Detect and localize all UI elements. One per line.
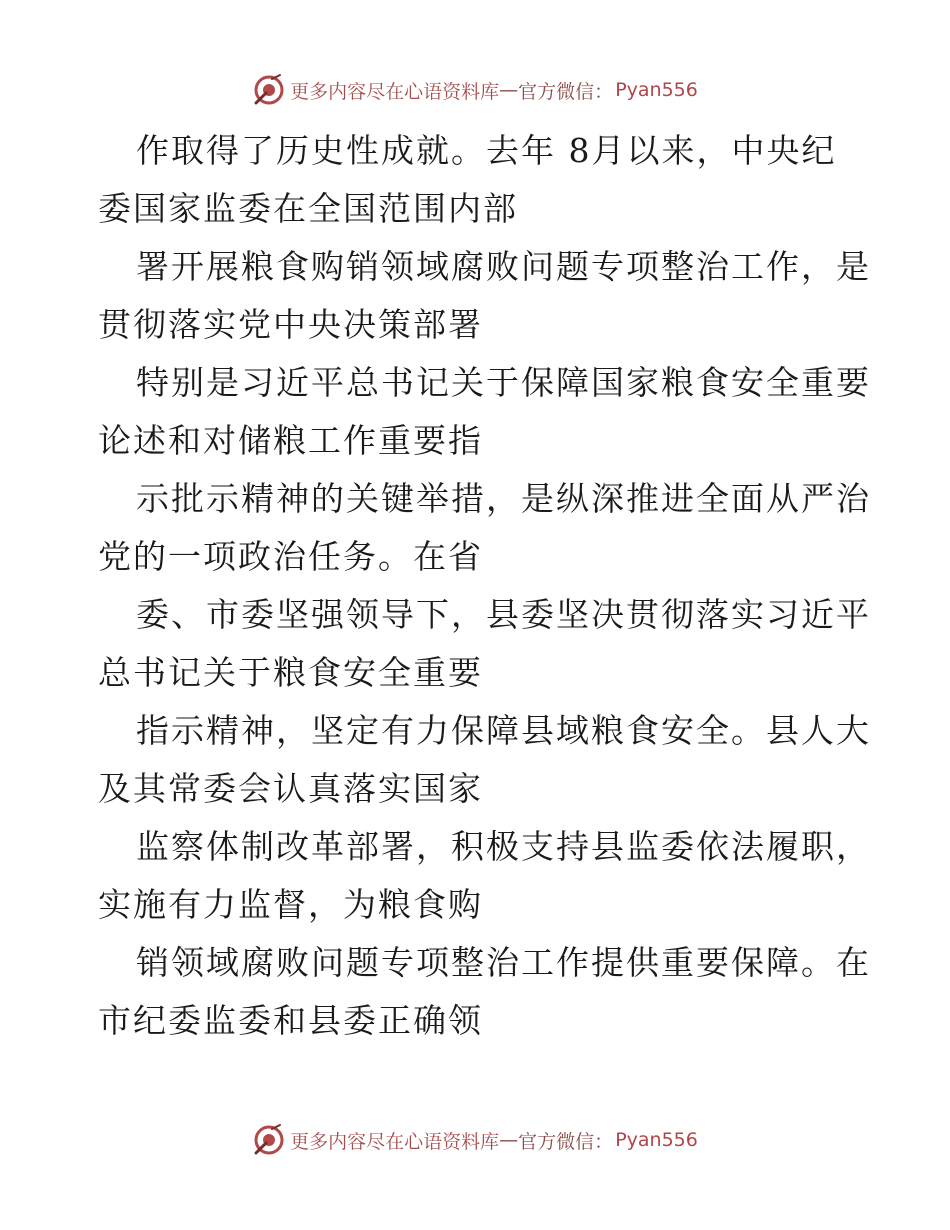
header-watermark-banner <box>0 70 950 110</box>
body-line: 及其常委会认真落实国家 <box>98 769 483 808</box>
body-line: 销领域腐败问题专项整治工作提供重要保障。在 <box>136 943 871 982</box>
body-line: 委、市委坚强领导下，县委坚决贯彻落实习近平 <box>136 595 871 634</box>
pen-seal-icon <box>252 1123 286 1157</box>
body-line: 党的一项政治任务。在省 <box>98 537 483 576</box>
footer-watermark-banner <box>0 1120 950 1160</box>
body-line: 总书记关于粮食安全重要 <box>98 653 483 692</box>
header-wechat-label: 官方微信： <box>518 80 614 103</box>
body-line: 指示精神，坚定有力保障县域粮食安全。县人大 <box>136 711 871 750</box>
footer-wechat-label: 官方微信： <box>518 1130 614 1153</box>
header-banner-dash: — <box>499 79 519 101</box>
body-line: 特别是习近平总书记关于保障国家粮食安全重要 <box>136 363 871 402</box>
body-line: 示批示精神的关键举措，是纵深推进全面从严治 <box>136 479 871 518</box>
footer-wechat-id: Pyan556 <box>615 1129 698 1151</box>
body-line: 委国家监委在全国范围内部 <box>98 189 518 228</box>
body-line: 贯彻落实党中央决策部署 <box>98 305 483 344</box>
footer-banner-text: 更多内容尽在心语资料库 <box>290 1130 500 1153</box>
document-body <box>98 122 871 1050</box>
header-banner-text: 更多内容尽在心语资料库 <box>290 80 500 103</box>
body-line: 监察体制改革部署，积极支持县监委依法履职， <box>136 827 871 866</box>
body-line: 署开展粮食购销领域腐败问题专项整治工作，是 <box>136 247 871 286</box>
body-line: 作取得了历史性成就。去年 8月以来，中央纪 <box>136 131 837 170</box>
body-line: 市纪委监委和县委正确领 <box>98 1001 483 1040</box>
body-line: 论述和对储粮工作重要指 <box>98 421 483 460</box>
footer-banner-dash: — <box>499 1129 519 1151</box>
pen-seal-icon <box>252 73 286 107</box>
body-line: 实施有力监督，为粮食购 <box>98 885 483 924</box>
header-wechat-id: Pyan556 <box>615 79 698 101</box>
